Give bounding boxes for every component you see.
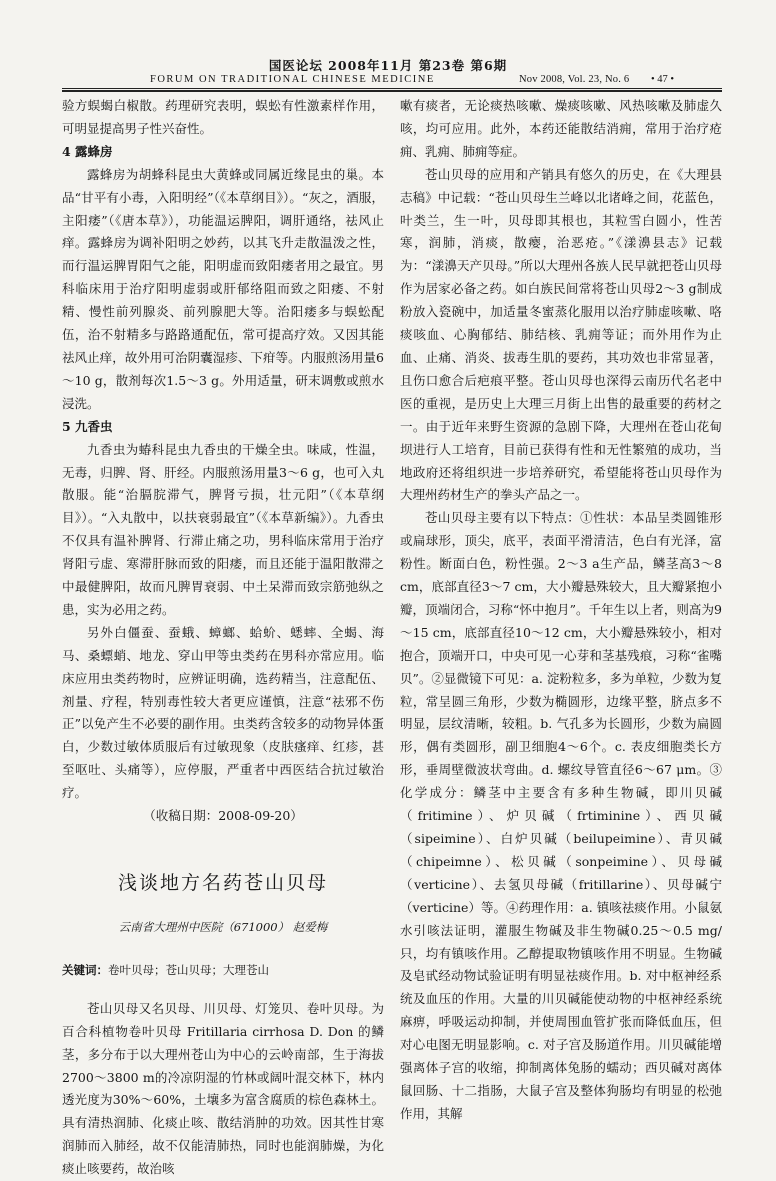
keywords-value: 卷叶贝母；苍山贝母；大理苍山 — [108, 962, 269, 977]
paragraph: 苍山贝母的应用和产销具有悠久的历史，在《大理县志稿》中记载：“苍山贝母生兰峰以北诸峰之间，花蓝色，叶类兰，生一叶，贝母即其根也，其粒雪白圆小，性苦寒，润肺，消痰，散瘿，治恶疮。”《漾濞县志》记载为：“漾濞天产贝母。”所以大理州各族人民早就把苍山贝母作为居家必备之药。如白族民间常将苍山贝母2～3 g制成粉放入瓷碗中，加适量冬蜜蒸化服用以治疗肺虚咳嗽、咯痰咳血、心胸郁结、肺结核、乳痈等证；而外用作为止血、止痛、消炎、拔毒生肌的要药，其功效也非常显著，且伤口愈合后疤痕平整。苍山贝母也深得云南历代名老中医的重视，是历史上大理三月街上出售的最重要的药材之一。由于近年来野生资源的急剧下降，大理州在苍山花甸坝进行人工培育，目前已获得有性和无性繁殖的成功，当地政府还将组织进一步培养研究，希望能将苍山贝母作为大理州药材生产的拳头产品之一。 — [400, 166, 722, 503]
section-heading-4: 4 露蜂房 — [62, 143, 113, 159]
header-rule-thin — [62, 88, 722, 89]
header-rule-thick — [62, 90, 722, 92]
journal-header-en — [0, 73, 776, 87]
keywords-line — [62, 959, 384, 982]
page-number: • 47 • — [651, 74, 675, 85]
paragraph: 苍山贝母又名贝母、川贝母、灯笼贝、卷叶贝母。为百合科植物卷叶贝母 Fritillaria cirrhosa D. Don 的鳞茎，多分布于以大理州苍山为中心的云岭南部，生于海拔2700～3800 m的冷凉阴湿的竹林或阔叶混交林下，林内透光度为30%～60%，土壤多为富含腐质的棕色森林土。具有清热润肺、化痰止咳、散结消肿的功效。因其性甘寒润肺而入肺经，故不仅能清肺热，同时也能润肺燥，为化痰止咳要药，故治咳 — [62, 1000, 384, 1177]
paragraph: 九香虫为蝽科昆虫九香虫的干燥全虫。味咸，性温，无毒，归脾、肾、肝经。内服煎汤用量3～6 g，也可入丸散服。能“治膈脘滞气，脾肾亏损，壮元阳”（《本草纲目》）。“入丸散中，以扶衰弱最宜”（《本草新编》）。九香虫不仅具有温补脾肾、行滞止痛之功，男科临床常用于治疗肾阳亏虚、寒滞肝脉而致的阳痿，而且还能于温阳散滞之中最健脾阳，故而凡脾胃衰弱、中土呆滞而致宗筋弛纵之患，实为必用之药。 — [62, 441, 384, 617]
paragraph: 苍山贝母主要有以下特点：①性状：本品呈类圆锥形或扁球形，顶尖，底平，表面平滑清洁，色白有光泽，富粉性。断面白色，粉性强。2～3 a生产品，鳞茎高3～8 cm，底部直径3～7 cm，大小瓣悬殊较大，且大瓣紧抱小瓣，顶端闭合，习称“怀中抱月”。千年生以上者，则高为9～15 cm，底部直径10～12 cm，大小瓣悬殊较小，相对抱合，顶端开口，中央可见一心芽和茎基残痕，习称“雀嘴贝”。②显微镜下可见：a. 淀粉粒多，多为单粒，少数为复粒，常呈圆三角形，少数为椭圆形，边缘平整，脐点多不明显，层纹清晰，较粗。b. 气孔多为长圆形，少数为扁圆形，偶有类圆形，副卫细胞4～6个。c. 表皮细胞类长方形，垂周壁微波状弯曲。d. 螺纹导管直径6～67 μm。③化学成分：鳞茎中主要含有多种生物碱，即川贝碱（fritimine）、炉贝碱（frtiminine）、西贝碱（sipeimine）、白炉贝碱（beilupeimine）、青贝碱（chipeimne）、松贝碱（sonpeimine）、贝母碱（verticine）、去氢贝母碱（fritillarine）、贝母碱宁（verticine）等。④药理作用：a. 镇咳祛痰作用。小鼠氨水引咳法证明，灌服生物碱及非生物碱0.25～0.5 mg/只，均有镇咳作用。乙醇提取物镇咳作用不明显。生物碱及皂甙经动物试验证明有明显祛痰作用。b. 对中枢神经系统及血压的作用。大量的川贝碱能使动物的中枢神经系统麻痹，呼吸运动抑制，并使周围血管扩张而降低血压，但对心电图无明显影响。c. 对子宫及肠道作用。川贝碱能增强离体子宫的收缩，抑制离体兔肠的蠕动；西贝碱对离体鼠回肠、十二指肠，大鼠子宫及整体狗肠均有明显的松弛作用，其解 — [400, 510, 722, 1121]
paragraph: 嗽有痰者，无论痰热咳嗽、燥痰咳嗽、风热咳嗽及肺虚久咳，均可应用。此外，本药还能散结消痈，常用于治疗疮痈、乳痈、肺痈等症。 — [400, 98, 722, 159]
paragraph: 验方蜈蝎白椒散。药理研究表明，蜈蚣有性激素样作用，可明显提高男子性兴奋性。 — [62, 98, 384, 136]
keywords-label: 关键词： — [62, 962, 108, 977]
left-column — [62, 95, 384, 1181]
journal-name-en: FORUM ON TRADITIONAL CHINESE MEDICINE — [150, 74, 435, 85]
author-line: 云南省大理州中医院（671000） 赵爱梅 — [118, 920, 328, 934]
paragraph: 露蜂房为胡蜂科昆虫大黄蜂或同属近缘昆虫的巢。本品“甘平有小毒，入阳明经”（《本草纲目》）。“灰之，酒服，主阳痿”（《唐本草》），功能温运脾阳，调肝通络，祛风止痒。露蜂房为调补阳明之妙药，以其飞升走散温泼之性，而行温运脾胃阳气之能，阳明虚而致阳痿者用之最宜。男科临床用于治疗阳明虚弱或肝郁络阻而致之阳痿、不射精、慢性前列腺炎、前列腺肥大等。治阳痿多与蜈蚣配伍，治不射精多与路路通配伍，常可提高疗效。又因其能祛风止痒，故外用可治阴囊湿疹、下疳等。内服煎汤用量6～10 g，散剂每次1.5～3 g。外用适量，研末调敷或煎水浸洗。 — [62, 166, 384, 411]
section-heading-5: 5 九香虫 — [62, 418, 113, 434]
running-header — [0, 58, 776, 87]
right-column — [400, 95, 722, 1126]
received-date: （收稿日期：2008-09-20） — [143, 808, 303, 824]
paragraph: 另外白僵蚕、蚕蛾、蟑螂、蛤蚧、蟋蟀、全蝎、海马、桑螵蛸、地龙、穿山甲等虫类药在男科亦常应用。临床应用虫类药物时，应辨证明确，选药精当，注意配伍、剂量、疗程，特别毒性较大者更应谨慎，注意“祛邪不伤正”以免产生不必要的副作用。虫类药含较多的动物异体蛋白，少数过敏体质服后有过敏现象（皮肤瘙痒、红疹，甚至呕吐、头痛等），应停服，严重者中西医结合抗过敏治疗。 — [62, 624, 384, 801]
journal-header-cn: 国医论坛 2008年11月 第23卷 第6期 — [268, 58, 508, 73]
issue-info: Nov 2008, Vol. 23, No. 6 — [519, 74, 630, 85]
article-title: 浅谈地方名药苍山贝母 — [117, 872, 328, 894]
